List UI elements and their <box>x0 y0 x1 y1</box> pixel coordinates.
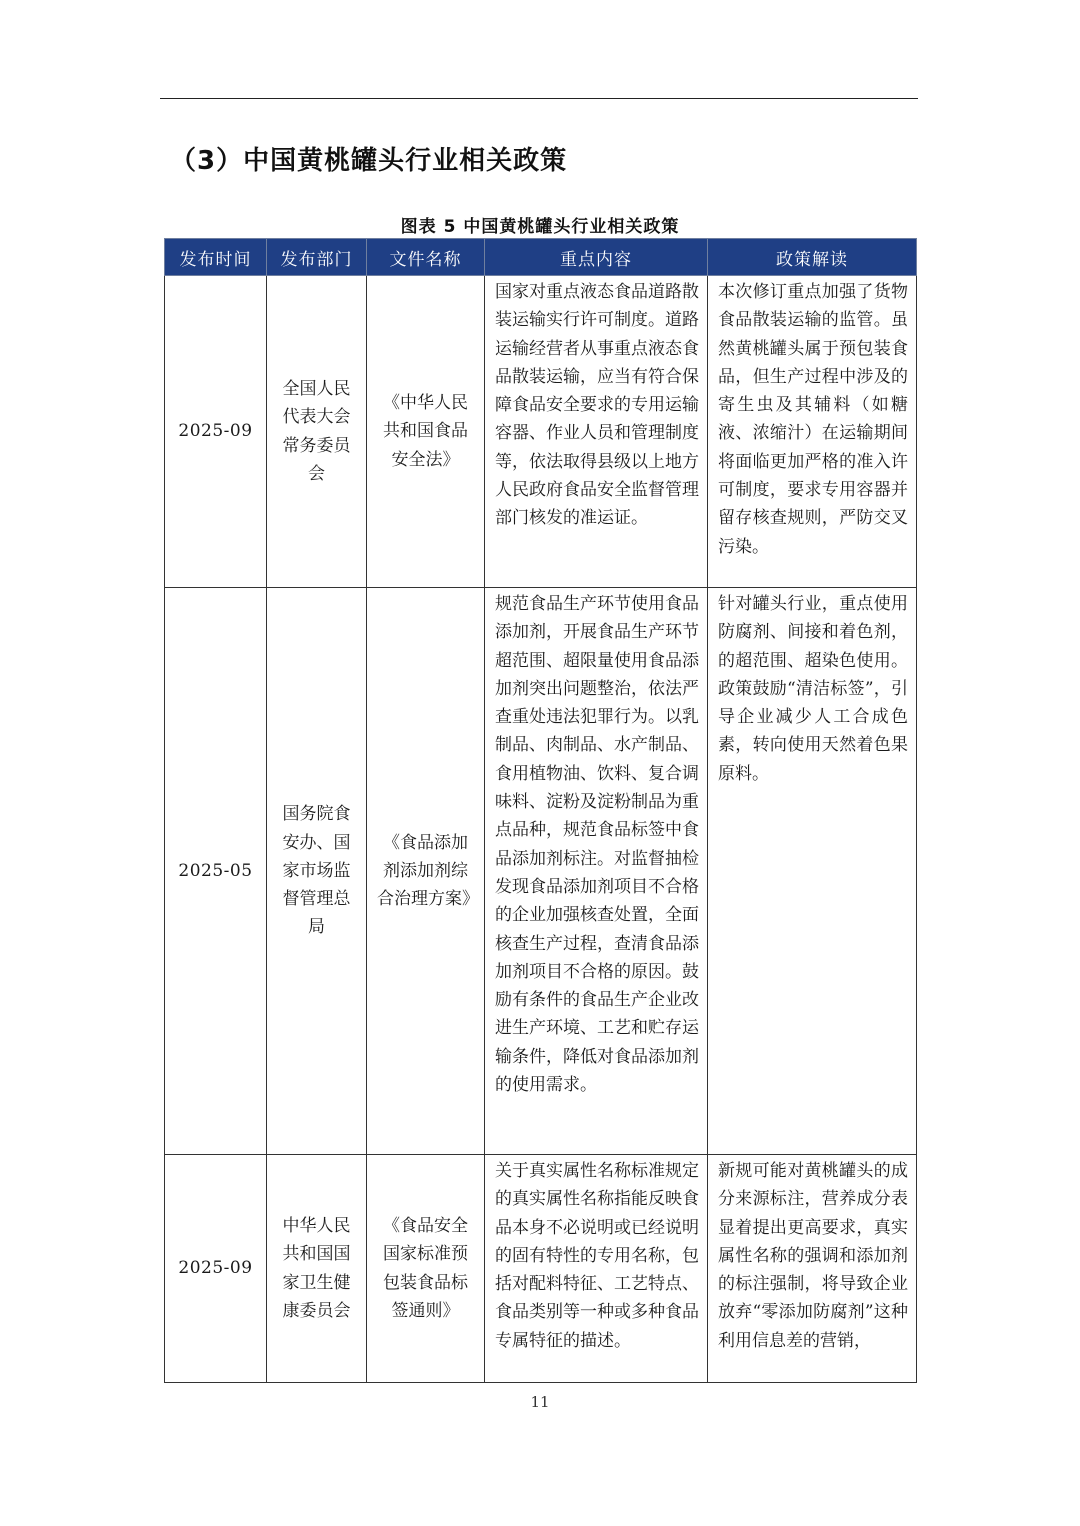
row-content: 规范食品生产环节使用食品添加剂，开展食品生产环节超范围、超限量使用食品添加剂突出问题整治，依法严查重处违法犯罪行为。以乳制品、肉制品、水产制品、食用植物油、饮料、复合调味料、淀粉及淀粉制品为重点品种，规范食品标签中食品添加剂标注。对监督抽检发现食品添加剂项目不合格的企业加强核查处置，全面核查生产过程，查清食品添加剂项目不合格的原因。鼓励有条件的食品生产企业改进生产环境、工艺和贮存运输条件，降低对食品添加剂的使用需求。 <box>485 588 708 1155</box>
row-document: 《中华人民共和国食品安全法》 <box>367 276 485 588</box>
table-header-row <box>165 239 917 276</box>
table-row <box>165 588 917 1155</box>
row-interpretation: 本次修订重点加强了货物食品散装运输的监管。虽然黄桃罐头属于预包装食品，但生产过程中涉及的寄生虫及其辅料（如糖液、浓缩汁）在运输期间将面临更加严格的准入许可制度，要求专用容器并留存核查规则，严防交叉污染。 <box>708 276 917 588</box>
row-date: 2025-05 <box>165 588 267 1155</box>
policy-table <box>164 238 917 1383</box>
row-interpretation: 针对罐头行业，重点使用防腐剂、间接和着色剂，的超范围、超染色使用。政策鼓励“清洁标签”，引导企业减少人工合成色素，转向使用天然着色果原料。 <box>708 588 917 1155</box>
section-heading: （3）中国黄桃罐头行业相关政策 <box>170 146 568 176</box>
row-document: 《食品安全国家标准预包装食品标签通则》 <box>367 1155 485 1383</box>
row-content: 国家对重点液态食品道路散装运输实行许可制度。道路运输经营者从事重点液态食品散装运输，应当有符合保障食品安全要求的专用运输容器、作业人员和管理制度等，依法取得县级以上地方人民政府食品安全监督管理部门核发的准运证。 <box>485 276 708 588</box>
header-department: 发布部门 <box>267 239 367 276</box>
header-interpretation: 政策解读 <box>708 239 917 276</box>
table-row <box>165 276 917 588</box>
row-department: 全国人民代表大会常务委员会 <box>267 276 367 588</box>
row-document: 《食品添加剂添加剂综合治理方案》 <box>367 588 485 1155</box>
row-interpretation: 新规可能对黄桃罐头的成分来源标注，营养成分表显着提出更高要求，真实属性名称的强调和添加剂的标注强制，将导致企业放弃“零添加防腐剂”这种利用信息差的营销， <box>708 1155 917 1383</box>
row-department: 国务院食安办、国家市场监督管理总局 <box>267 588 367 1155</box>
row-department: 中华人民共和国国家卫生健康委员会 <box>267 1155 367 1383</box>
table-caption: 图表 5 中国黄桃罐头行业相关政策 <box>400 217 680 237</box>
row-date: 2025-09 <box>165 1155 267 1383</box>
header-rule <box>160 98 918 99</box>
page-number: 11 <box>530 1393 550 1411</box>
table-row <box>165 1155 917 1383</box>
row-content: 关于真实属性名称标准规定的真实属性名称指能反映食品本身不必说明或已经说明的固有特性的专用名称，包括对配料特征、工艺特点、食品类别等一种或多种食品专属特征的描述。 <box>485 1155 708 1383</box>
header-release-time: 发布时间 <box>165 239 267 276</box>
header-document-name: 文件名称 <box>367 239 485 276</box>
row-date: 2025-09 <box>165 276 267 588</box>
header-key-content: 重点内容 <box>485 239 708 276</box>
